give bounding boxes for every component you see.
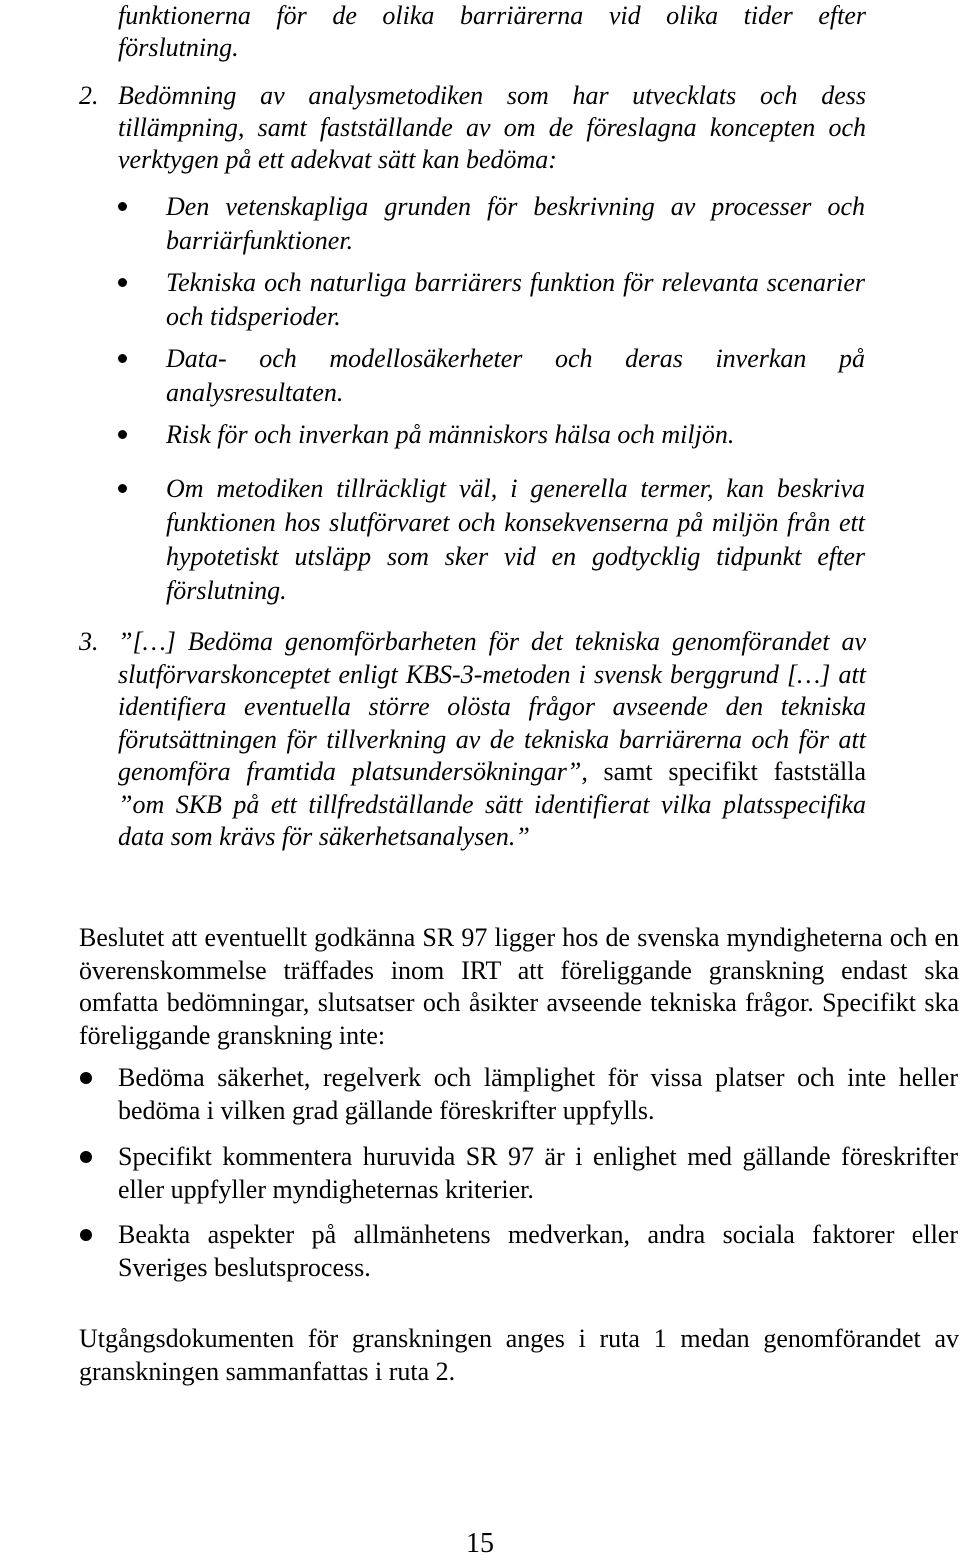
bullet-dot	[118, 484, 127, 493]
page-number: 15	[466, 1528, 494, 1559]
item-2-number: 2.	[79, 81, 99, 110]
quote-intro	[118, 0, 866, 64]
item-3-number: 3.	[79, 627, 99, 656]
bullet-dot	[118, 202, 127, 211]
body-bullet-3: Beakta aspekter på allmänhetens medverkan, andra sociala faktorer eller Sveriges beslutsprocess.	[118, 1220, 958, 1282]
item-2-bullet-1-text: Den vetenskapliga grunden för beskrivning av processer och barriärfunktioner.	[166, 192, 865, 255]
item-2-bullet-3-text: Data- och modellosäkerheter och deras inverkan på analysresultaten.	[166, 344, 865, 407]
body-bullet-2: Specifikt kommentera huruvida SR 97 är i enlighet med gällande föreskrifter eller uppfyller myndigheternas kriterier.	[118, 1142, 958, 1204]
bullet-dot	[118, 278, 127, 287]
item-2-bullet-3	[166, 342, 865, 410]
item-3-part-2: samt specifikt fastställa	[603, 757, 867, 786]
bullet-dot	[80, 1072, 92, 1084]
item-2-bullet-5-text: Om metodiken tillräckligt väl, i generella termer, kan beskriva funktionen hos slutförvaret och konsekvenserna på miljön från ett hypotetiskt utsläpp som sker vid en godtycklig tidpunkt efter förslutning.	[166, 474, 865, 605]
item-3-text	[118, 626, 866, 854]
quote-intro-line-1: funktionerna för de olika barriärerna vid olika tider efter	[118, 1, 866, 30]
item-2-bullet-2	[166, 266, 865, 334]
item-2-bullet-4-text: Risk för och inverkan på människors hälsa och miljön.	[166, 420, 735, 449]
item-2-bullet-4	[166, 418, 865, 452]
item-2-bullet-2-text: Tekniska och naturliga barriärers funktion för relevanta scenarier och tidsperioder.	[166, 268, 865, 331]
body-paragraph-2-text: Utgångsdokumenten för granskningen anges i ruta 1 medan genomförandet av granskningen sammanfattas i ruta 2.	[79, 1324, 959, 1386]
bullet-dot	[80, 1229, 92, 1241]
quote-intro-line-2: förslutning.	[118, 33, 239, 62]
bullet-dot	[80, 1151, 92, 1163]
body-paragraph-1-text: Beslutet att eventuellt godkänna SR 97 ligger hos de svenska myndigheterna och en överenskommelse träffades inom IRT att föreliggande granskning endast ska omfatta bedömningar, slutsatser och åsikter avseende tekniska frågor. Specifikt ska föreliggande granskning inte:	[79, 923, 959, 1050]
body-bullet-1: Bedöma säkerhet, regelverk och lämplighet för vissa platser och inte heller bedöma i vilken grad gällande föreskrifter uppfylls.	[118, 1063, 958, 1125]
item-3-part-1: ”[…] Bedöma genomförbarheten för det tekniska genomförandet av slutförvarskonceptet enligt KBS-3-metoden i svensk berggrund […] att identifiera eventuella större olösta frågor avseende den tekniska förutsättningen för tillverkning av de tekniska barriärerna och för att genomföra framtida platsundersökningar”,	[118, 627, 866, 786]
item-2-bullet-1	[166, 190, 865, 258]
item-2-bullet-5	[166, 472, 865, 608]
bullet-dot	[118, 354, 127, 363]
item-2-text: Bedömning av analysmetodiken som har utvecklats och dess tillämpning, samt fastställande av om de föreslagna koncepten och verktygen på ett adekvat sätt kan bedöma:	[118, 81, 866, 174]
item-3-part-3: ”om SKB på ett tillfredställande sätt identifierat vilka platsspecifika data som krävs för säkerhetsanalysen.”	[118, 789, 866, 851]
bullet-dot	[118, 430, 127, 439]
body-paragraph-1	[3, 922, 959, 1052]
body-paragraph-2	[3, 1323, 959, 1388]
